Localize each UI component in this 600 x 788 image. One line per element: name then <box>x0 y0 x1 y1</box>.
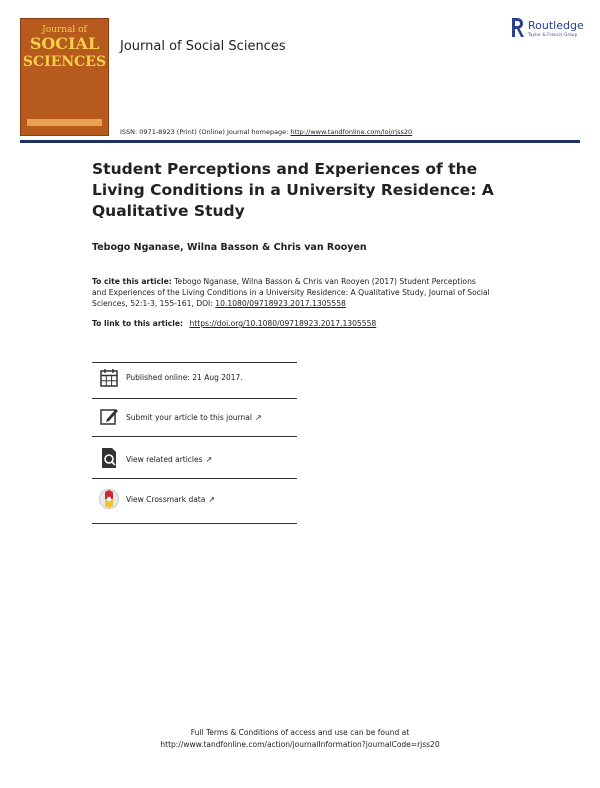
footer-line-1: Full Terms & Conditions of access and use can be found at <box>190 728 410 737</box>
crossmark-data-link[interactable] <box>126 495 215 504</box>
item-divider <box>92 523 297 524</box>
external-link-icon: ↗ <box>254 413 262 422</box>
article-title: Student Perceptions and Experiences of the Living Conditions in a University Residence: A Qualitative Study <box>92 160 494 220</box>
item-divider <box>92 362 297 363</box>
journal-cover-image <box>20 18 109 136</box>
article-authors: Tebogo Nganase, Wilna Basson & Chris van Rooyen <box>92 242 367 253</box>
cover-line-3: SCIENCES <box>22 54 107 70</box>
search-document-icon <box>98 447 120 469</box>
crossmark-label: View Crossmark data <box>126 495 206 504</box>
external-link-icon: ↗ <box>208 495 216 504</box>
crossmark-icon <box>98 488 120 510</box>
citation-label: To cite this article: <box>92 277 172 286</box>
routledge-logo-icon <box>510 17 525 38</box>
citation-block <box>92 276 492 309</box>
item-divider <box>92 436 297 437</box>
issn-text: ISSN: 0971-8923 (Print) (Online) Journal homepage: <box>120 128 289 136</box>
external-link-icon: ↗ <box>205 455 213 464</box>
header-divider <box>20 140 580 143</box>
footer-terms <box>0 727 600 751</box>
journal-title: Journal of Social Sciences <box>120 39 286 54</box>
cover-line-2: SOCIAL <box>29 34 100 53</box>
article-doi-link[interactable]: https://doi.org/10.1080/09718923.2017.1305558 <box>189 319 377 328</box>
related-articles-link[interactable] <box>126 455 212 464</box>
item-divider <box>92 478 297 479</box>
footer-terms-link[interactable]: http://www.tandfonline.com/action/journalInformation?journalCode=rjss20 <box>160 740 440 749</box>
article-link-line <box>92 319 376 328</box>
submit-article-label: Submit your article to this journal <box>126 413 252 422</box>
citation-doi-link[interactable]: 10.1080/09718923.2017.1305558 <box>215 299 346 308</box>
cover-line-1: Journal of <box>42 25 87 35</box>
edit-icon <box>98 405 120 427</box>
published-online-text: Published online: 21 Aug 2017. <box>126 373 243 382</box>
article-link-label: To link to this article: <box>92 319 184 328</box>
submit-article-link[interactable] <box>126 413 262 422</box>
item-divider <box>92 398 297 399</box>
issn-line <box>120 128 412 136</box>
publisher-logo-text: Routledge <box>528 19 584 32</box>
cover-band <box>27 119 102 126</box>
citation-text: Tebogo Nganase, Wilna Basson & Chris van Rooyen (2017) Student Perceptions and Experiences of the Living Conditions in a University Residence: A Qualitative Study, Journal of Social Sciences, 52:1-3, 155-161, DOI: <box>92 277 490 308</box>
journal-homepage-link[interactable]: http://www.tandfonline.com/loi/rjss20 <box>290 128 413 136</box>
related-articles-label: View related articles <box>126 455 203 464</box>
publisher-logo-subtext: Taylor & Francis Group <box>528 32 578 37</box>
calendar-icon <box>98 367 120 389</box>
